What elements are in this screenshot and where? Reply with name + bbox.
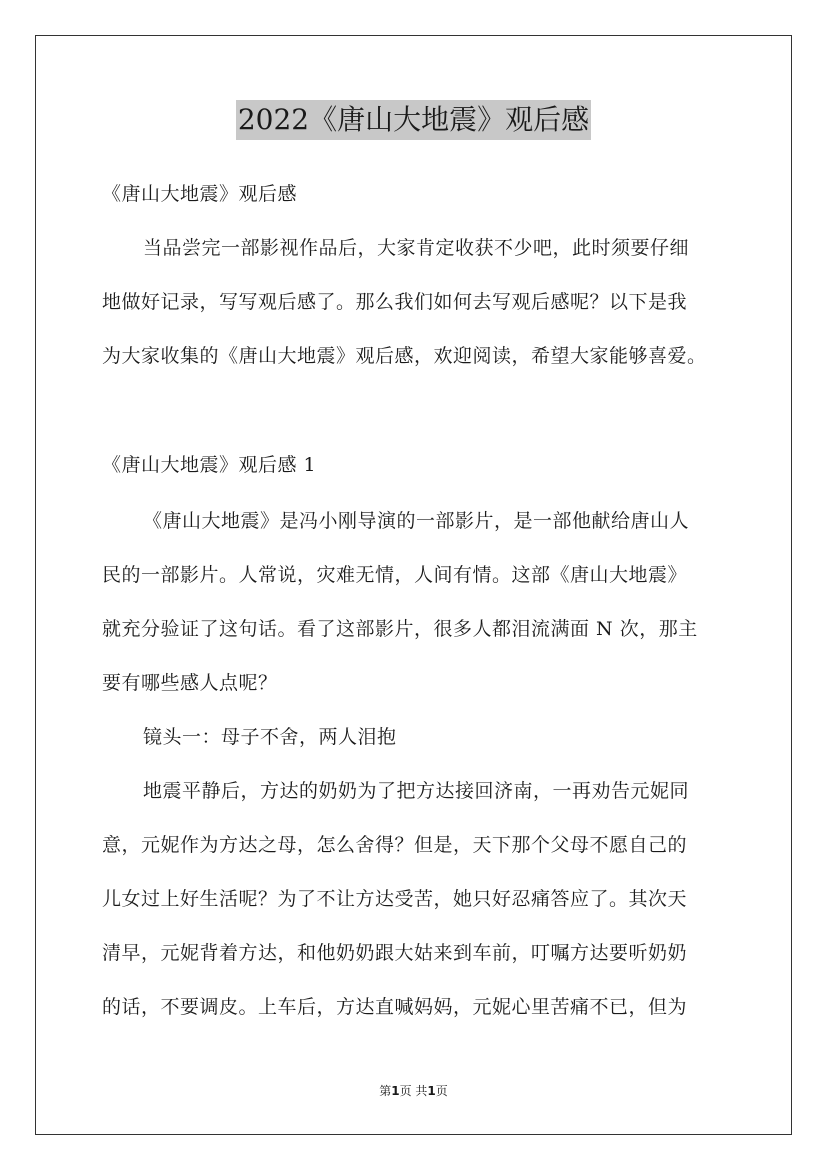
paragraph-line: 地做好记录，写写观后感了。那么我们如何去写观后感呢？以下是我 <box>102 291 688 313</box>
paragraph-line: 清早，元妮背着方达，和他奶奶跟大姑来到车前，叮嘱方达要听奶奶 <box>102 942 688 964</box>
paragraph-line: 为大家收集的《唐山大地震》观后感，欢迎阅读，希望大家能够喜爱。 <box>102 345 707 367</box>
page-footer <box>0 1083 827 1099</box>
footer-prefix: 第 <box>379 1084 392 1098</box>
footer-page-total: 1 <box>427 1084 436 1098</box>
document-title: 2022《唐山大地震》观后感 <box>236 100 591 140</box>
title-container <box>0 100 827 140</box>
footer-page-number: 1 <box>391 1084 400 1098</box>
subheading-line: 镜头一：母子不舍，两人泪抱 <box>143 726 397 748</box>
paragraph-line: 民的一部影片。人常说，灾难无情，人间有情。这部《唐山大地震》 <box>102 564 688 586</box>
footer-mid: 页 共 <box>399 1084 428 1098</box>
paragraph-line: 《唐山大地震》是冯小刚导演的一部影片，是一部他献给唐山人 <box>143 510 690 532</box>
paragraph-line: 当品尝完一部影视作品后，大家肯定收获不少吧，此时须要仔细 <box>143 237 690 259</box>
paragraph-line: 地震平静后，方达的奶奶为了把方达接回济南，一再劝告元妮同 <box>143 780 690 802</box>
paragraph-line: 要有哪些感人点呢？ <box>102 672 278 694</box>
section-heading: 《唐山大地震》观后感 1 <box>102 454 317 476</box>
paragraph-line: 儿女过上好生活呢？为了不让方达受苦，她只好忍痛答应了。其次天 <box>102 888 688 910</box>
paragraph-line: 意，元妮作为方达之母，怎么舍得？但是，天下那个父母不愿自己的 <box>102 834 688 856</box>
section-heading: 《唐山大地震》观后感 <box>102 183 298 205</box>
footer-suffix: 页 <box>435 1084 448 1098</box>
paragraph-line: 就充分验证了这句话。看了这部影片，很多人都泪流满面 N 次，那主 <box>102 618 698 640</box>
paragraph-line: 的话，不要调皮。上车后，方达直喊妈妈，元妮心里苦痛不已，但为 <box>102 996 688 1018</box>
